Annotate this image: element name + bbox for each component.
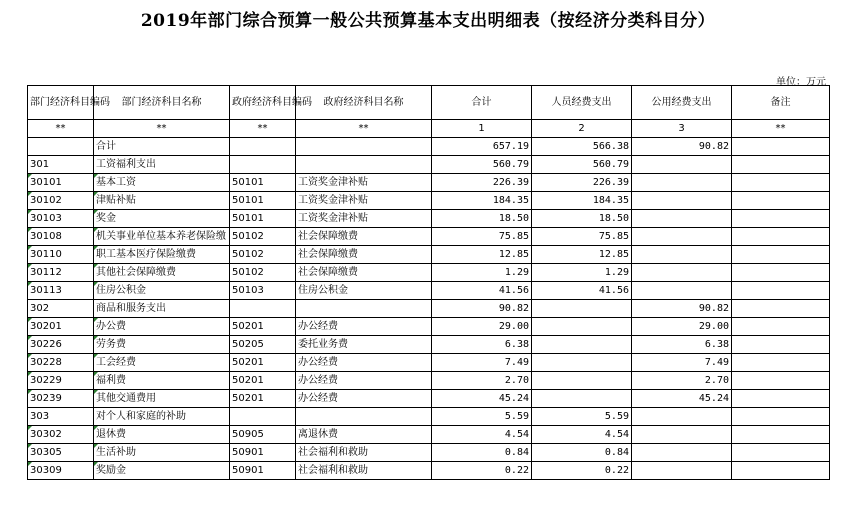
cell-personnel	[532, 372, 632, 390]
cell-personnel	[532, 390, 632, 408]
cell-gov-code	[230, 138, 296, 156]
table-row	[28, 264, 830, 282]
cell-personnel	[532, 318, 632, 336]
cell-dept-name: 退休费	[94, 426, 230, 444]
table-row	[28, 210, 830, 228]
cell-gov-name: 离退休费	[296, 426, 432, 444]
table-row	[28, 354, 830, 372]
index-cell: **	[230, 120, 296, 138]
table-row	[28, 156, 830, 174]
table-row	[28, 282, 830, 300]
cell-total: 657.19	[432, 138, 532, 156]
cell-public	[632, 156, 732, 174]
cell-gov-name: 工资奖金津补贴	[296, 174, 432, 192]
cell-note	[732, 138, 830, 156]
cell-gov-code: 50905	[230, 426, 296, 444]
cell-dept-name: 工会经费	[94, 354, 230, 372]
cell-public	[632, 228, 732, 246]
cell-dept-code: 30112	[28, 264, 94, 282]
cell-gov-code: 50102	[230, 246, 296, 264]
cell-gov-code	[230, 300, 296, 318]
cell-note	[732, 282, 830, 300]
cell-personnel: 41.56	[532, 282, 632, 300]
cell-public: 90.82	[632, 300, 732, 318]
table-row	[28, 444, 830, 462]
cell-dept-code: 301	[28, 156, 94, 174]
cell-dept-name: 奖金	[94, 210, 230, 228]
cell-gov-name: 办公经费	[296, 390, 432, 408]
index-cell: **	[732, 120, 830, 138]
cell-note	[732, 246, 830, 264]
cell-dept-code: 303	[28, 408, 94, 426]
cell-personnel: 226.39	[532, 174, 632, 192]
cell-public: 2.70	[632, 372, 732, 390]
cell-gov-name	[296, 408, 432, 426]
cell-personnel: 75.85	[532, 228, 632, 246]
cell-dept-code: 30101	[28, 174, 94, 192]
cell-gov-name: 社会福利和救助	[296, 444, 432, 462]
cell-dept-code: 30201	[28, 318, 94, 336]
index-row	[28, 120, 830, 138]
cell-gov-name: 社会福利和救助	[296, 462, 432, 480]
cell-public	[632, 426, 732, 444]
cell-gov-name: 社会保障缴费	[296, 246, 432, 264]
cell-public	[632, 192, 732, 210]
cell-dept-name: 工资福利支出	[94, 156, 230, 174]
index-cell: **	[296, 120, 432, 138]
cell-total: 1.29	[432, 264, 532, 282]
cell-gov-name: 社会保障缴费	[296, 228, 432, 246]
cell-total: 45.24	[432, 390, 532, 408]
cell-personnel: 566.38	[532, 138, 632, 156]
cell-dept-code: 30305	[28, 444, 94, 462]
cell-gov-code: 50101	[230, 210, 296, 228]
cell-personnel: 560.79	[532, 156, 632, 174]
cell-gov-code: 50901	[230, 444, 296, 462]
cell-note	[732, 336, 830, 354]
table-row	[28, 192, 830, 210]
cell-public: 6.38	[632, 336, 732, 354]
cell-dept-code: 30239	[28, 390, 94, 408]
cell-note	[732, 156, 830, 174]
cell-note	[732, 444, 830, 462]
cell-personnel: 12.85	[532, 246, 632, 264]
cell-public	[632, 282, 732, 300]
cell-total: 0.84	[432, 444, 532, 462]
cell-gov-code: 50102	[230, 264, 296, 282]
cell-note	[732, 264, 830, 282]
table-row	[28, 390, 830, 408]
cell-dept-name: 劳务费	[94, 336, 230, 354]
cell-gov-name: 工资奖金津补贴	[296, 192, 432, 210]
cell-dept-code: 30309	[28, 462, 94, 480]
cell-note	[732, 228, 830, 246]
cell-gov-code	[230, 156, 296, 174]
cell-note	[732, 426, 830, 444]
header-gov-name: 政府经济科目名称	[296, 86, 432, 120]
cell-total: 184.35	[432, 192, 532, 210]
header-dept-name: 部门经济科目名称	[94, 86, 230, 120]
cell-note	[732, 354, 830, 372]
cell-public: 7.49	[632, 354, 732, 372]
unit-label: 单位：万元	[776, 77, 826, 88]
header-dept-code: 部门经济科目编码	[28, 86, 94, 120]
cell-personnel: 5.59	[532, 408, 632, 426]
cell-note	[732, 174, 830, 192]
cell-note	[732, 318, 830, 336]
cell-dept-code: 30228	[28, 354, 94, 372]
cell-note	[732, 300, 830, 318]
table-row	[28, 138, 830, 156]
cell-dept-code: 30102	[28, 192, 94, 210]
table-row	[28, 462, 830, 480]
cell-gov-name: 办公经费	[296, 372, 432, 390]
header-note: 备注	[732, 86, 830, 120]
cell-dept-name: 商品和服务支出	[94, 300, 230, 318]
cell-personnel	[532, 336, 632, 354]
cell-personnel: 4.54	[532, 426, 632, 444]
cell-gov-code: 50201	[230, 372, 296, 390]
cell-dept-name: 办公费	[94, 318, 230, 336]
cell-total: 29.00	[432, 318, 532, 336]
cell-note	[732, 372, 830, 390]
cell-public	[632, 444, 732, 462]
cell-total: 18.50	[432, 210, 532, 228]
cell-note	[732, 192, 830, 210]
table-header-row	[28, 86, 830, 120]
cell-dept-code: 30226	[28, 336, 94, 354]
cell-personnel: 184.35	[532, 192, 632, 210]
cell-gov-code: 50103	[230, 282, 296, 300]
cell-gov-name	[296, 156, 432, 174]
cell-dept-code: 30108	[28, 228, 94, 246]
table-row	[28, 426, 830, 444]
index-cell: 2	[532, 120, 632, 138]
header-gov-code: 政府经济科目编码	[230, 86, 296, 120]
cell-gov-name: 住房公积金	[296, 282, 432, 300]
cell-note	[732, 408, 830, 426]
cell-personnel: 0.22	[532, 462, 632, 480]
cell-note	[732, 390, 830, 408]
cell-gov-code: 50901	[230, 462, 296, 480]
cell-total: 560.79	[432, 156, 532, 174]
cell-gov-code: 50101	[230, 174, 296, 192]
index-cell: **	[28, 120, 94, 138]
header-total: 合计	[432, 86, 532, 120]
index-cell: 1	[432, 120, 532, 138]
cell-personnel	[532, 354, 632, 372]
cell-total: 6.38	[432, 336, 532, 354]
cell-dept-code: 302	[28, 300, 94, 318]
header-public: 公用经费支出	[632, 86, 732, 120]
cell-dept-name: 对个人和家庭的补助	[94, 408, 230, 426]
cell-gov-name: 社会保障缴费	[296, 264, 432, 282]
table-row	[28, 318, 830, 336]
cell-dept-code: 30229	[28, 372, 94, 390]
cell-personnel	[532, 300, 632, 318]
cell-gov-name	[296, 138, 432, 156]
cell-personnel: 18.50	[532, 210, 632, 228]
cell-dept-name: 津贴补贴	[94, 192, 230, 210]
cell-public	[632, 210, 732, 228]
cell-dept-name: 生活补助	[94, 444, 230, 462]
cell-total: 12.85	[432, 246, 532, 264]
cell-note	[732, 462, 830, 480]
cell-dept-name: 住房公积金	[94, 282, 230, 300]
cell-total: 226.39	[432, 174, 532, 192]
cell-total: 2.70	[432, 372, 532, 390]
cell-dept-code: 30302	[28, 426, 94, 444]
page-title: 2019年部门综合预算一般公共预算基本支出明细表（按经济分类科目分）	[140, 11, 716, 31]
index-cell: **	[94, 120, 230, 138]
cell-public	[632, 174, 732, 192]
table-row	[28, 408, 830, 426]
table-row	[28, 336, 830, 354]
cell-gov-name: 委托业务费	[296, 336, 432, 354]
cell-dept-name: 职工基本医疗保险缴费	[94, 246, 230, 264]
cell-dept-name: 奖励金	[94, 462, 230, 480]
cell-dept-code	[28, 138, 94, 156]
cell-public	[632, 264, 732, 282]
cell-gov-code: 50205	[230, 336, 296, 354]
cell-gov-code: 50101	[230, 192, 296, 210]
cell-public: 29.00	[632, 318, 732, 336]
cell-dept-name: 福利费	[94, 372, 230, 390]
cell-public	[632, 408, 732, 426]
cell-dept-code: 30113	[28, 282, 94, 300]
cell-gov-code: 50102	[230, 228, 296, 246]
cell-total: 75.85	[432, 228, 532, 246]
table-row	[28, 372, 830, 390]
cell-total: 4.54	[432, 426, 532, 444]
index-cell: 3	[632, 120, 732, 138]
cell-dept-name: 基本工资	[94, 174, 230, 192]
cell-gov-name: 工资奖金津补贴	[296, 210, 432, 228]
cell-dept-code: 30103	[28, 210, 94, 228]
cell-gov-code	[230, 408, 296, 426]
cell-dept-name: 其他交通费用	[94, 390, 230, 408]
cell-total: 90.82	[432, 300, 532, 318]
cell-gov-name	[296, 300, 432, 318]
cell-dept-code: 30110	[28, 246, 94, 264]
cell-personnel: 0.84	[532, 444, 632, 462]
header-personnel: 人员经费支出	[532, 86, 632, 120]
cell-personnel: 1.29	[532, 264, 632, 282]
cell-dept-name: 机关事业单位基本养老保险缴	[94, 228, 230, 246]
cell-total: 0.22	[432, 462, 532, 480]
cell-public: 90.82	[632, 138, 732, 156]
cell-total: 41.56	[432, 282, 532, 300]
cell-public: 45.24	[632, 390, 732, 408]
cell-public	[632, 462, 732, 480]
cell-gov-name: 办公经费	[296, 354, 432, 372]
cell-dept-name: 合计	[94, 138, 230, 156]
cell-total: 5.59	[432, 408, 532, 426]
table-row	[28, 246, 830, 264]
table-row	[28, 300, 830, 318]
table-row	[28, 228, 830, 246]
cell-gov-code: 50201	[230, 390, 296, 408]
table-row	[28, 174, 830, 192]
expense-table	[27, 85, 830, 480]
cell-dept-name: 其他社会保障缴费	[94, 264, 230, 282]
cell-public	[632, 246, 732, 264]
cell-note	[732, 210, 830, 228]
cell-gov-code: 50201	[230, 354, 296, 372]
cell-gov-name: 办公经费	[296, 318, 432, 336]
cell-gov-code: 50201	[230, 318, 296, 336]
cell-total: 7.49	[432, 354, 532, 372]
